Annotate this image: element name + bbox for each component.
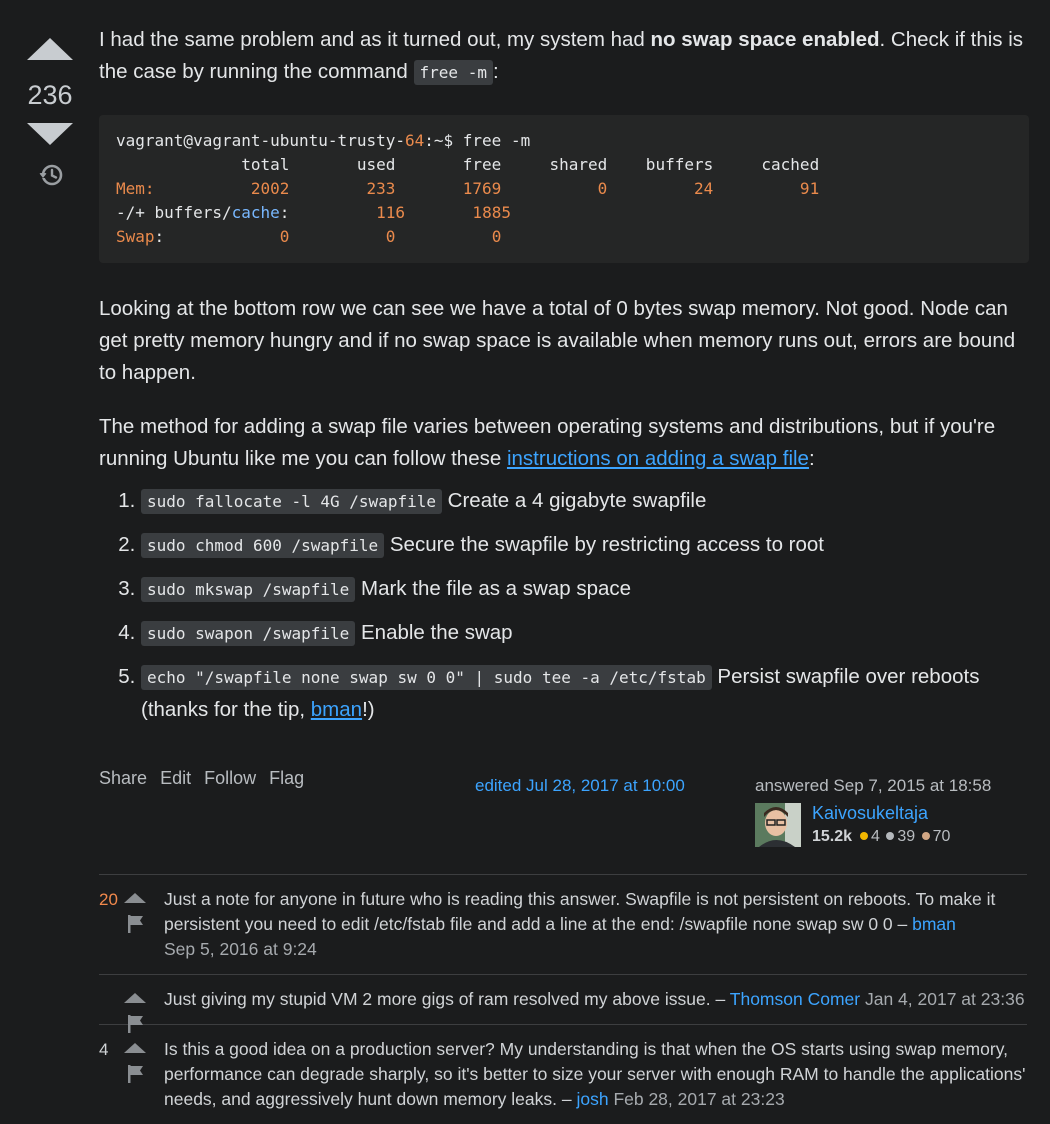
comment-upvote-icon[interactable] xyxy=(124,1043,146,1053)
terminal-swap-colon: : xyxy=(154,227,165,246)
comment-date[interactable]: Feb 28, 2017 at 23:23 xyxy=(613,1089,785,1109)
step-text: Persist swapfile over reboots (thanks for the tip, xyxy=(141,665,980,721)
gold-badge-count: 4 xyxy=(871,828,880,845)
comment-score: 20 xyxy=(99,890,118,909)
terminal-buf-colon: : xyxy=(279,203,290,222)
edited-link[interactable]: edited Jul 28, 2017 at 10:00 xyxy=(475,776,685,795)
swap-explanation-paragraph: Looking at the bottom row we can see we have a total of 0 bytes swap memory. Not good. Node can get pretty memory hungry and if no swap space is available when memory runs out, errors are bound to happen. xyxy=(99,297,1016,384)
answer-body xyxy=(99,24,1029,737)
step-code: echo "/swapfile none swap sw 0 0" | sudo tee -a /etc/fstab xyxy=(141,665,712,690)
comment-upvote-icon[interactable] xyxy=(124,993,146,1003)
vote-cell xyxy=(0,26,100,194)
list-item xyxy=(141,529,1029,562)
avatar[interactable] xyxy=(755,803,801,847)
history-icon[interactable] xyxy=(37,161,65,189)
follow-link[interactable]: Follow xyxy=(204,768,257,788)
comment-date[interactable]: Sep 5, 2016 at 9:24 xyxy=(164,939,317,959)
intro-text-2: . Check if this is the case by running the command xyxy=(99,28,1024,83)
comment-score: 4 xyxy=(99,1040,109,1059)
bman-link[interactable]: bman xyxy=(310,698,363,721)
gold-badge-icon xyxy=(860,832,868,840)
terminal-prompt: vagrant@vagrant-ubuntu-trusty- xyxy=(116,131,405,150)
post-menu xyxy=(99,768,312,789)
comment-text: Just giving my stupid VM 2 more gigs of ram resolved my above issue. – xyxy=(164,989,730,1009)
comment-text: Just a note for anyone in future who is reading this answer. Swapfile is not persistent on reboots. To make it persistent you need to edit /etc/fstab file and add a line at the end: /swapfile none swap sw 0 0 – xyxy=(164,889,996,934)
step-code: sudo swapon /swapfile xyxy=(141,621,355,646)
edit-link[interactable]: Edit xyxy=(160,768,192,788)
answered-time: answered Sep 7, 2015 at 18:58 xyxy=(755,776,992,795)
downvote-arrow-icon[interactable] xyxy=(27,123,73,145)
terminal-swap-label: Swap xyxy=(116,227,155,246)
inline-code-free: free -m xyxy=(414,60,493,85)
intro-paragraph xyxy=(99,24,1029,89)
terminal-header: total used free shared buffers cached xyxy=(116,155,820,174)
terminal-mem-values: 2002 233 1769 0 24 91 xyxy=(154,179,820,198)
comment xyxy=(99,1025,1027,1124)
comment-text: Is this a good idea on a production server? My understanding is that when the OS starts using swap memory, performance can degrade sharply, so it's better to size your server with enough RAM to handle the applications' needs, and aggressively hunt down memory leaks. – xyxy=(164,1039,1026,1109)
list-item xyxy=(141,617,1029,650)
terminal-mem-label: Mem: xyxy=(116,179,155,198)
steps-list xyxy=(99,485,1029,726)
step-text-end: !) xyxy=(362,698,375,721)
method-paragraph xyxy=(99,411,1029,475)
vote-count: 236 xyxy=(27,80,73,110)
flag-icon[interactable] xyxy=(128,915,144,933)
comment-upvote-icon[interactable] xyxy=(124,893,146,903)
bronze-badge-count: 70 xyxy=(932,828,951,845)
step-text: Mark the file as a swap space xyxy=(355,577,632,600)
comment-author-link[interactable]: bman xyxy=(912,914,956,934)
flag-icon[interactable] xyxy=(128,1065,144,1083)
comments-list xyxy=(99,874,1027,1124)
terminal-output xyxy=(99,115,1029,263)
terminal-buffers-label: -/+ buffers/ xyxy=(116,203,232,222)
silver-badge-icon xyxy=(886,832,894,840)
upvote-arrow-icon[interactable] xyxy=(27,38,73,60)
comment-author-link[interactable]: Thomson Comer xyxy=(729,989,861,1009)
comment xyxy=(99,975,1027,1025)
list-item xyxy=(141,661,1029,726)
comment-date[interactable]: Jan 4, 2017 at 23:36 xyxy=(864,989,1025,1009)
step-text: Create a 4 gigabyte swapfile xyxy=(441,489,707,512)
intro-colon: : xyxy=(492,60,499,83)
user-avatar-image xyxy=(755,803,801,847)
terminal-cache-label: cache xyxy=(231,203,280,222)
step-code: sudo mkswap /swapfile xyxy=(141,577,355,602)
bronze-badge-icon xyxy=(922,832,930,840)
step-text: Enable the swap xyxy=(355,621,513,644)
step-code: sudo fallocate -l 4G /swapfile xyxy=(141,489,442,514)
swap-instructions-link[interactable]: instructions on adding a swap file xyxy=(506,447,809,470)
user-reputation xyxy=(812,828,950,846)
method-colon: : xyxy=(808,447,815,470)
comment-author-link[interactable]: josh xyxy=(576,1089,609,1109)
terminal-command: :~$ free -m xyxy=(424,131,531,150)
comment xyxy=(99,875,1027,975)
terminal-swap-values: 0 0 0 xyxy=(164,227,502,246)
intro-text: I had the same problem and as it turned out, my system had xyxy=(99,28,651,51)
step-text: Secure the swapfile by restricting access to root xyxy=(384,533,824,556)
terminal-prompt-num: 64 xyxy=(404,131,425,150)
list-item xyxy=(141,573,1029,606)
reputation-score: 15.2k xyxy=(812,828,853,845)
flag-link[interactable]: Flag xyxy=(269,768,305,788)
intro-bold: no swap space enabled xyxy=(650,28,880,51)
share-link[interactable]: Share xyxy=(99,768,148,788)
user-name-link[interactable]: Kaivosukeltaja xyxy=(812,803,929,823)
list-item xyxy=(141,485,1029,518)
silver-badge-count: 39 xyxy=(897,828,916,845)
method-text: The method for adding a swap file varies between operating systems and distributions, but if you're running Ubuntu like me you can follow these xyxy=(99,415,996,470)
step-code: sudo chmod 600 /swapfile xyxy=(141,533,384,558)
terminal-buffers-values: 116 1885 xyxy=(289,203,511,222)
